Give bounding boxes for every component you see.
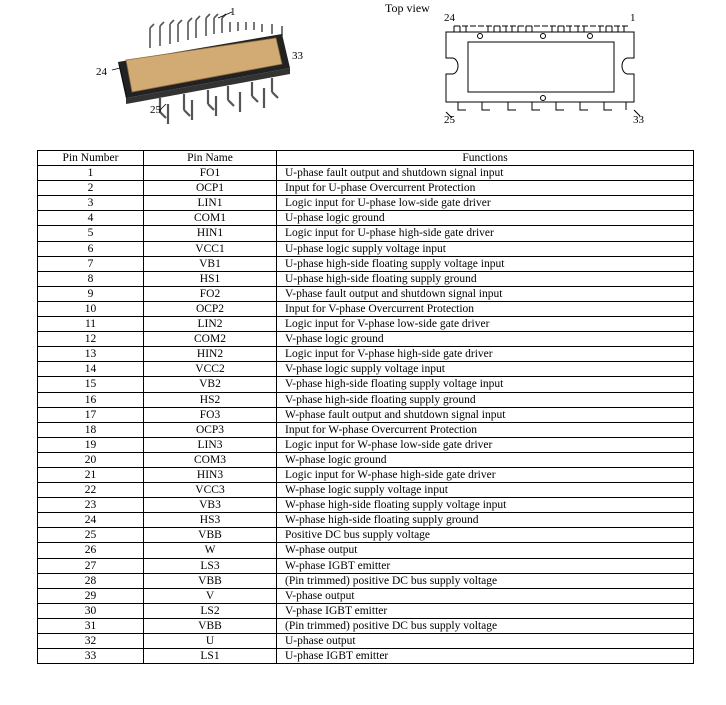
- pin-number-cell: 2: [38, 181, 144, 196]
- pin-number-cell: 15: [38, 377, 144, 392]
- pin-number-cell: 23: [38, 498, 144, 513]
- pin-number-cell: 20: [38, 452, 144, 467]
- pin-name-cell: VBB: [144, 618, 277, 633]
- function-cell: W-phase output: [277, 543, 694, 558]
- table-row: [38, 407, 694, 422]
- function-cell: (Pin trimmed) positive DC bus supply voltage: [277, 573, 694, 588]
- topview-pin-1-label: 1: [630, 12, 636, 24]
- pin-name-cell: LS3: [144, 558, 277, 573]
- pin-name-cell: LS2: [144, 603, 277, 618]
- table-row: [38, 513, 694, 528]
- table-row: [38, 211, 694, 226]
- function-cell: Input for U-phase Overcurrent Protection: [277, 181, 694, 196]
- function-cell: Logic input for U-phase high-side gate driver: [277, 226, 694, 241]
- pin-number-cell: 24: [38, 513, 144, 528]
- table-row: [38, 256, 694, 271]
- table-row: [38, 271, 694, 286]
- package-pin-24-label: 24: [96, 66, 107, 78]
- pin-number-cell: 3: [38, 196, 144, 211]
- function-cell: Logic input for W-phase low-side gate driver: [277, 437, 694, 452]
- table-row: [38, 558, 694, 573]
- pin-number-cell: 5: [38, 226, 144, 241]
- pin-name-cell: VCC1: [144, 241, 277, 256]
- function-cell: W-phase fault output and shutdown signal input: [277, 407, 694, 422]
- pin-name-cell: OCP1: [144, 181, 277, 196]
- pin-name-cell: COM1: [144, 211, 277, 226]
- table-header-row: [38, 151, 694, 166]
- pin-name-cell: FO3: [144, 407, 277, 422]
- pin-name-cell: FO1: [144, 166, 277, 181]
- header-functions: Functions: [277, 151, 694, 166]
- pin-name-cell: VBB: [144, 528, 277, 543]
- function-cell: W-phase IGBT emitter: [277, 558, 694, 573]
- top-view-title: Top view: [385, 1, 430, 15]
- pin-number-cell: 32: [38, 634, 144, 649]
- pin-number-cell: 6: [38, 241, 144, 256]
- table-row: [38, 543, 694, 558]
- pin-name-cell: VB2: [144, 377, 277, 392]
- table-row: [38, 422, 694, 437]
- pin-number-cell: 13: [38, 347, 144, 362]
- pin-number-cell: 11: [38, 317, 144, 332]
- pin-name-cell: VB1: [144, 256, 277, 271]
- function-cell: V-phase IGBT emitter: [277, 603, 694, 618]
- function-cell: V-phase logic ground: [277, 332, 694, 347]
- table-row: [38, 347, 694, 362]
- table-row: [38, 362, 694, 377]
- function-cell: U-phase fault output and shutdown signal input: [277, 166, 694, 181]
- header-pin-number: Pin Number: [38, 151, 144, 166]
- function-cell: V-phase logic supply voltage input: [277, 362, 694, 377]
- pin-number-cell: 17: [38, 407, 144, 422]
- table-row: [38, 437, 694, 452]
- pin-name-cell: VCC2: [144, 362, 277, 377]
- pin-number-cell: 19: [38, 437, 144, 452]
- table-row: [38, 588, 694, 603]
- pin-number-cell: 30: [38, 603, 144, 618]
- pin-number-cell: 26: [38, 543, 144, 558]
- pin-name-cell: VBB: [144, 573, 277, 588]
- table-row: [38, 181, 694, 196]
- table-row: [38, 317, 694, 332]
- table-row: [38, 634, 694, 649]
- function-cell: W-phase high-side floating supply ground: [277, 513, 694, 528]
- function-cell: U-phase high-side floating supply ground: [277, 271, 694, 286]
- pin-number-cell: 16: [38, 392, 144, 407]
- header-pin-name: Pin Name: [144, 151, 277, 166]
- function-cell: (Pin trimmed) positive DC bus supply voltage: [277, 618, 694, 633]
- pin-number-cell: 12: [38, 332, 144, 347]
- table-row: [38, 573, 694, 588]
- pin-number-cell: 10: [38, 301, 144, 316]
- pin-description-table: [37, 150, 694, 664]
- function-cell: U-phase logic supply voltage input: [277, 241, 694, 256]
- table-row: [38, 377, 694, 392]
- table-row: [38, 649, 694, 664]
- pin-name-cell: LS1: [144, 649, 277, 664]
- pin-name-cell: LIN2: [144, 317, 277, 332]
- function-cell: U-phase IGBT emitter: [277, 649, 694, 664]
- package-pin-33-label: 33: [292, 50, 303, 62]
- pin-name-cell: HIN1: [144, 226, 277, 241]
- table-row: [38, 226, 694, 241]
- pin-number-cell: 25: [38, 528, 144, 543]
- topview-pin-25-label: 25: [444, 114, 455, 126]
- table-row: [38, 483, 694, 498]
- table-row: [38, 241, 694, 256]
- table-row: [38, 603, 694, 618]
- function-cell: Input for W-phase Overcurrent Protection: [277, 422, 694, 437]
- table-row: [38, 498, 694, 513]
- pin-name-cell: VB3: [144, 498, 277, 513]
- pin-number-cell: 18: [38, 422, 144, 437]
- table-row: [38, 332, 694, 347]
- function-cell: U-phase logic ground: [277, 211, 694, 226]
- table-row: [38, 196, 694, 211]
- function-cell: W-phase logic supply voltage input: [277, 483, 694, 498]
- package-figure: [0, 0, 726, 145]
- function-cell: V-phase high-side floating supply ground: [277, 392, 694, 407]
- pin-name-cell: HIN2: [144, 347, 277, 362]
- pin-name-cell: COM2: [144, 332, 277, 347]
- function-cell: Logic input for U-phase low-side gate driver: [277, 196, 694, 211]
- function-cell: V-phase high-side floating supply voltage input: [277, 377, 694, 392]
- function-cell: V-phase output: [277, 588, 694, 603]
- function-cell: Logic input for W-phase high-side gate driver: [277, 467, 694, 482]
- pin-name-cell: FO2: [144, 286, 277, 301]
- function-cell: V-phase fault output and shutdown signal input: [277, 286, 694, 301]
- table-row: [38, 286, 694, 301]
- top-view-schematic: [0, 0, 726, 145]
- pin-number-cell: 9: [38, 286, 144, 301]
- function-cell: W-phase high-side floating supply voltage input: [277, 498, 694, 513]
- table-row: [38, 618, 694, 633]
- table-body: [38, 166, 694, 664]
- pin-number-cell: 21: [38, 467, 144, 482]
- function-cell: Logic input for V-phase low-side gate driver: [277, 317, 694, 332]
- pin-name-cell: LIN3: [144, 437, 277, 452]
- pin-number-cell: 22: [38, 483, 144, 498]
- function-cell: U-phase output: [277, 634, 694, 649]
- pin-number-cell: 8: [38, 271, 144, 286]
- function-cell: Positive DC bus supply voltage: [277, 528, 694, 543]
- table-row: [38, 528, 694, 543]
- table-row: [38, 392, 694, 407]
- function-cell: W-phase logic ground: [277, 452, 694, 467]
- table-row: [38, 467, 694, 482]
- table-row: [38, 452, 694, 467]
- pin-number-cell: 29: [38, 588, 144, 603]
- function-cell: Input for V-phase Overcurrent Protection: [277, 301, 694, 316]
- package-pin-1-label: 1: [230, 6, 236, 18]
- function-cell: U-phase high-side floating supply voltage input: [277, 256, 694, 271]
- pin-number-cell: 28: [38, 573, 144, 588]
- pin-number-cell: 33: [38, 649, 144, 664]
- table-row: [38, 301, 694, 316]
- pin-name-cell: LIN1: [144, 196, 277, 211]
- pin-number-cell: 14: [38, 362, 144, 377]
- pin-name-cell: HS1: [144, 271, 277, 286]
- pin-number-cell: 7: [38, 256, 144, 271]
- topview-pin-24-label: 24: [444, 12, 455, 24]
- pin-number-cell: 4: [38, 211, 144, 226]
- topview-pin-33-label: 33: [633, 114, 644, 126]
- pin-name-cell: W: [144, 543, 277, 558]
- pin-name-cell: HS2: [144, 392, 277, 407]
- pin-name-cell: HIN3: [144, 467, 277, 482]
- pin-name-cell: OCP3: [144, 422, 277, 437]
- pin-name-cell: HS3: [144, 513, 277, 528]
- pin-name-cell: U: [144, 634, 277, 649]
- package-pin-25-label: 25: [150, 104, 161, 116]
- pin-number-cell: 27: [38, 558, 144, 573]
- table-row: [38, 166, 694, 181]
- pin-name-cell: V: [144, 588, 277, 603]
- pin-number-cell: 31: [38, 618, 144, 633]
- pin-name-cell: COM3: [144, 452, 277, 467]
- pin-number-cell: 1: [38, 166, 144, 181]
- pin-name-cell: VCC3: [144, 483, 277, 498]
- pin-name-cell: OCP2: [144, 301, 277, 316]
- function-cell: Logic input for V-phase high-side gate driver: [277, 347, 694, 362]
